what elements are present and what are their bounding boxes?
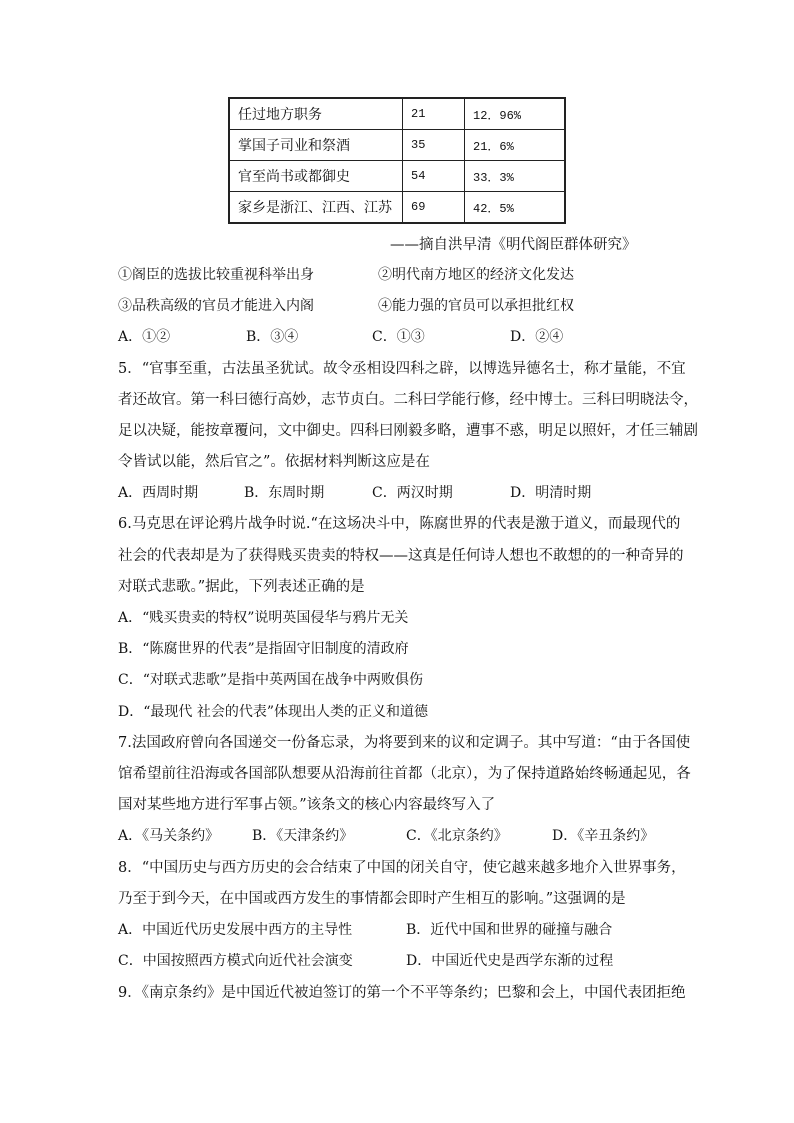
statement-3: ③品秩高级的官员才能进入内阁 [118,298,314,314]
table-row [229,98,565,130]
q5-text-line: 令皆试以能，然后官之”。依据材料判断这应是在 [118,454,430,470]
q9-text-line: 9．《南京条约》是中国近代被迫签订的第一个不平等条约；巴黎和会上，中国代表团拒绝 [118,985,686,1001]
table-cell: 42．5% [465,192,566,224]
q7-option-b[interactable]: B．《天津条约》 [252,828,354,844]
table-row [229,130,565,161]
q6-option-a[interactable]: A．“贱买贵卖的特权”说明英国侵华与鸦片无关 [118,610,409,626]
q5-option-c[interactable]: C．两汉时期 [372,485,453,501]
table-cell: 69 [403,192,465,224]
q7-option-d[interactable]: D．《辛丑条约》 [552,828,655,844]
q4-option-d[interactable]: D．②④ [510,329,564,345]
q5-option-d[interactable]: D．明清时期 [510,485,592,501]
q7-option-a[interactable]: A．《马关条约》 [118,828,220,844]
table-cell: 21 [403,98,465,130]
q7-option-c[interactable]: C．《北京条约》 [406,828,508,844]
statement-2: ②明代南方地区的经济文化发达 [378,267,574,283]
statement-4: ④能力强的官员可以承担批红权 [378,298,574,314]
q8-option-b[interactable]: B．近代中国和世界的碰撞与融合 [406,922,613,938]
table-cell: 12．96% [465,98,566,130]
q8-option-c[interactable]: C．中国按照西方模式向近代社会演变 [118,953,353,969]
q4-option-b[interactable]: B．③④ [246,329,299,345]
q7-text-line: 国对某些地方进行军事占领。”该条文的核心内容最终写入了 [118,797,496,813]
q8-text-line: 8．“中国历史与西方历史的会合结束了中国的闭关自守，使它越来越多地介入世界事务， [118,860,686,876]
q6-option-c[interactable]: C．“对联式悲歌”是指中英两国在战争中两败俱伤 [118,672,424,688]
q6-option-b[interactable]: B．“陈腐世界的代表”是指固守旧制度的清政府 [118,641,409,657]
q4-option-a[interactable]: A．①② [118,329,171,345]
q6-text-line: 对联式悲歌。”据此，下列表述正确的是 [118,579,365,595]
q5-option-b[interactable]: B．东周时期 [244,485,325,501]
table-source: ——摘自洪早清《明代阁臣群体研究》 [390,237,637,253]
table-row [229,161,565,192]
q5-text-line: 5．“官事至重，古法虽圣犹试。故令丞相设四科之辟，以博选异德名士，称才量能，不宜 [118,361,686,377]
q7-text-line: 馆希望前往沿海或各国部队想要从沿海前往首都（北京），为了保持道路始终畅通起见，各 [118,766,691,782]
table-row [229,192,565,224]
statistics-table [228,97,566,224]
q6-option-d[interactable]: D．“最现代 社会的代表”体现出人类的正义和道德 [118,704,428,720]
table-cell: 21．6% [465,130,566,161]
q5-text-line: 者还故官。第一科曰德行高妙，志节贞白。二科曰学能行修，经中博士。三科曰明晓法令， [118,392,698,408]
q4-option-c[interactable]: C．①③ [372,329,425,345]
table-cell: 33．3% [465,161,566,192]
q5-option-a[interactable]: A．西周时期 [118,485,199,501]
statement-1: ①阁臣的选拔比较重视科举出身 [118,267,314,283]
q6-text-line: 社会的代表却是为了获得贱买贵卖的特权——这真是任何诗人想也不敢想的的一种奇异的 [118,548,684,564]
q7-text-line: 7.法国政府曾向各国递交一份备忘录，为将要到来的议和定调子。其中写道：“由于各国使 [118,735,691,751]
table-cell: 官至尚书或都御史 [229,161,403,192]
table-cell: 掌国子司业和祭酒 [229,130,403,161]
q6-text-line: 6.马克思在评论鸦片战争时说.“在这场决斗中，陈腐世界的代表是激于道义，而最现代的 [118,516,681,532]
q8-option-a[interactable]: A．中国近代历史发展中西方的主导性 [118,922,353,938]
table-cell: 54 [403,161,465,192]
q8-text-line: 乃至于到今天，在中国或西方发生的事情都会即时产生相互的影响。”这强调的是 [118,891,626,907]
table-cell: 35 [403,130,465,161]
table-cell: 任过地方职务 [229,98,403,130]
q8-option-d[interactable]: D．中国近代史是西学东渐的过程 [406,953,614,969]
q5-text-line: 足以决疑，能按章覆问，文中御史。四科曰刚毅多略，遭事不惑，明足以照奸，才任三辅剧 [118,423,698,439]
table-cell: 家乡是浙江、江西、江苏 [229,192,403,224]
